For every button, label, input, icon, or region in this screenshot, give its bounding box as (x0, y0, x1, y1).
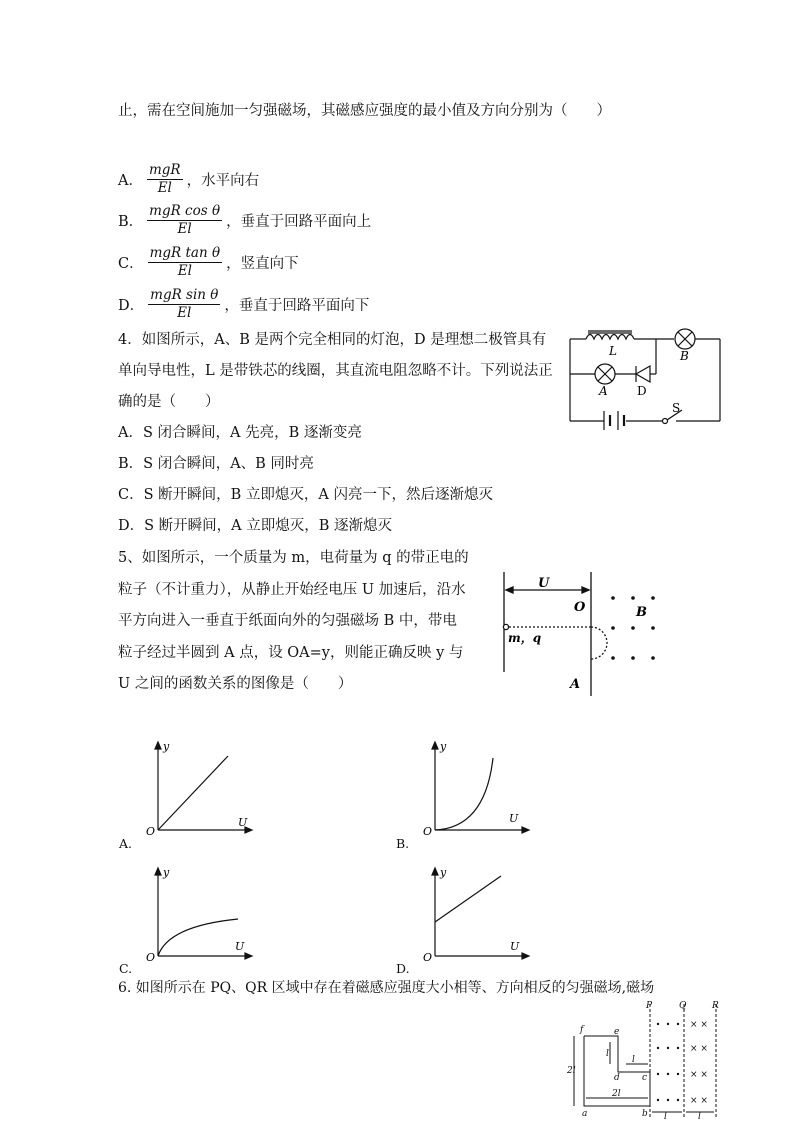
q3-option-b (118, 200, 371, 240)
label-B: B (636, 605, 647, 620)
option-text: ，竖直向下 (226, 255, 299, 272)
label-L: L (609, 344, 617, 358)
axis-y-label: y (163, 866, 170, 879)
axis-y-label: y (163, 740, 170, 753)
q3-option-d (118, 284, 369, 324)
axis-x-label: U (509, 812, 519, 825)
q4-option-a: A．S 闭合瞬间，A 先亮，B 逐渐变亮 (118, 425, 362, 441)
axis-origin-label: O (423, 825, 433, 836)
svg-text:× ×: × × (690, 1020, 708, 1030)
label-O: O (574, 600, 586, 615)
fraction (147, 203, 222, 238)
label-d: d (614, 1073, 620, 1083)
graph-letter-b: B. (396, 836, 410, 851)
axis-x-label: U (238, 816, 248, 829)
label-b: b (642, 1109, 648, 1119)
graph-option-a (138, 738, 258, 836)
q4-option-c: C．S 断开瞬间，B 立即熄灭，A 闪亮一下，然后逐渐熄灭 (118, 487, 493, 503)
option-text: ，垂直于回路平面向下 (224, 297, 370, 314)
q5-stem-line-3: 平方向进入一垂直于纸面向外的匀强磁场 B 中，带电 (118, 613, 457, 629)
label-A: A (570, 677, 581, 692)
q4-stem-line-2: 单向导电性，L 是带铁芯的线圈，其直流电阻忽略不计。下列说法正 (118, 363, 553, 379)
fraction-den: El (177, 304, 192, 321)
option-letter: D． (118, 297, 145, 314)
q4-circuit-diagram (562, 322, 728, 430)
q5-stem-line-5: U 之间的函数关系的图像是（ ） (118, 676, 353, 692)
label-f: f (580, 1025, 584, 1035)
label-l-vertical: l (606, 1049, 609, 1059)
label-e: e (614, 1027, 620, 1037)
graph-option-b (415, 738, 535, 836)
label-l-pq: l (664, 1112, 667, 1120)
label-S: S (672, 401, 681, 415)
q3-option-a (118, 159, 259, 199)
q5-field-diagram (496, 566, 674, 700)
label-B: B (680, 349, 689, 363)
label-P: P (646, 1001, 653, 1011)
label-l-horizontal: l (632, 1055, 635, 1065)
label-Q: Q (679, 1001, 687, 1011)
fraction-num: mgR sin θ (150, 286, 219, 303)
fraction-num: mgR (148, 161, 181, 178)
fraction (148, 245, 223, 280)
option-letter: A． (118, 172, 143, 189)
q4-stem-line-3: 确的是（ ） (118, 394, 220, 410)
label-c: c (642, 1073, 648, 1083)
fraction-num: mgR tan θ (149, 244, 221, 261)
q5-stem-line-1: 5、如图所示，一个质量为 m，电荷量为 q 的带正电的 (118, 550, 469, 566)
q4-stem-line-1: 4．如图所示，A、B 是两个完全相同的灯泡，D 是理想二极管具有 (118, 332, 547, 348)
fraction-num: mgR cos θ (149, 202, 221, 219)
fraction-den: El (157, 179, 172, 196)
axis-y-label: y (440, 866, 447, 879)
axis-origin-label: O (146, 825, 156, 836)
q3-stem-tail: 止，需在空间施加一匀强磁场，其磁感应强度的最小值及方向分别为（ ） (118, 103, 611, 119)
axis-x-label: U (510, 940, 520, 953)
graph-option-c (138, 864, 258, 962)
axis-x-label: U (235, 940, 245, 953)
fraction-den: El (177, 262, 192, 279)
q6-stem-line-1: 6. 如图所示在 PQ、QR 区域中存在着磁感应强度大小相等、方向相反的匀强磁场,磁场 (118, 980, 655, 996)
graph-letter-a: A. (119, 836, 133, 851)
fraction (148, 287, 220, 322)
svg-text:× ×: × × (690, 1044, 708, 1054)
label-a: a (582, 1109, 588, 1119)
label-A: A (599, 384, 608, 398)
axis-origin-label: O (146, 951, 156, 962)
q5-stem-line-4: 粒子经过半圆到 A 点，设 OA=y，则能正确反映 y 与 (118, 645, 464, 661)
q5-stem-line-2: 粒子（不计重力），从静止开始经电压 U 加速后，沿水 (118, 582, 466, 598)
label-mq: m，q (508, 631, 542, 645)
fraction-den: El (177, 220, 192, 237)
q4-option-d: D．S 断开瞬间，A 立即熄灭，B 逐渐熄灭 (118, 518, 393, 534)
svg-text:× ×: × × (690, 1096, 708, 1106)
q4-option-b: B．S 闭合瞬间，A、B 同时亮 (118, 456, 314, 472)
label-D: D (637, 384, 647, 398)
svg-text:× ×: × × (690, 1070, 708, 1080)
option-text: ，水平向右 (186, 172, 260, 189)
option-text: ，垂直于回路平面向上 (226, 213, 372, 230)
q6-loop-diagram (566, 998, 726, 1120)
fraction (147, 162, 183, 197)
graph-option-d (415, 864, 535, 962)
axis-y-label: y (440, 740, 447, 753)
label-2l-horizontal: 2l (612, 1089, 621, 1099)
label-2l-vertical: 2l (567, 1066, 576, 1076)
label-U: U (538, 576, 550, 591)
option-letter: C． (118, 255, 144, 272)
label-R: R (712, 1001, 719, 1011)
graph-letter-c: C. (119, 961, 133, 976)
axis-origin-label: O (423, 951, 433, 962)
label-l-qr: l (698, 1112, 701, 1120)
q3-option-c (118, 242, 299, 282)
option-letter: B． (118, 213, 144, 230)
graph-letter-d: D. (396, 961, 410, 976)
